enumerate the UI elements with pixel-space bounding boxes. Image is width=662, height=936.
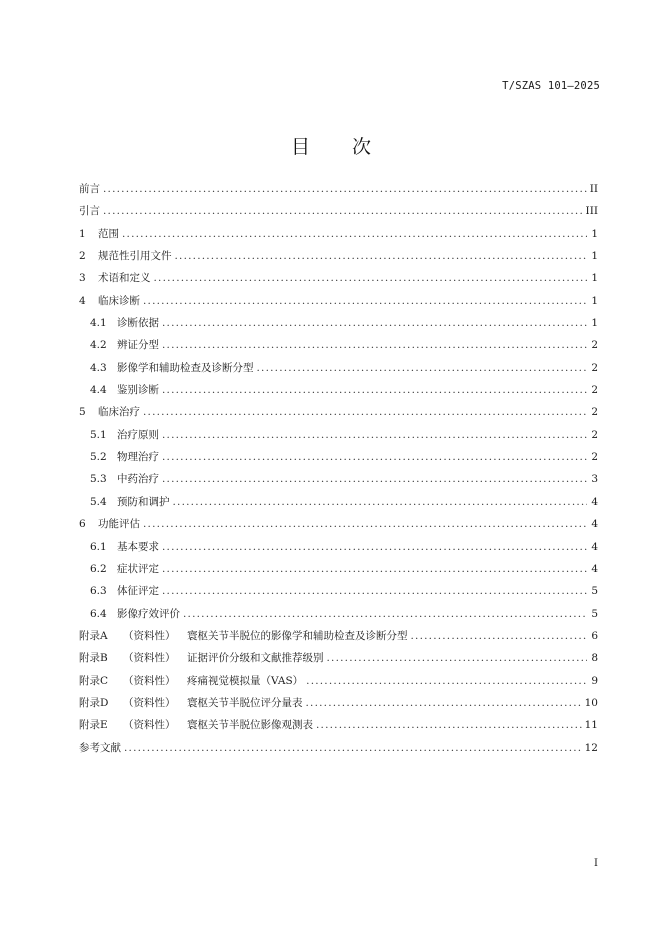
toc-entry-section-2[interactable]: [79, 245, 598, 267]
toc-entry-title: 前言: [79, 183, 100, 195]
toc-entry-section-5-1[interactable]: [79, 424, 598, 446]
toc-dot-leader: [411, 625, 588, 647]
toc-entry-section-6-1[interactable]: [79, 536, 598, 558]
toc-entry-title: 鉴别诊断: [117, 384, 159, 397]
toc-dot-leader: [103, 200, 583, 222]
toc-entry-title: 影像学和辅助检查及诊断分型: [117, 361, 254, 374]
toc-appendix-type: （资料性）: [123, 652, 176, 665]
toc-page-number: 6: [591, 629, 598, 642]
toc-appendix-number: 附录D: [79, 696, 109, 709]
toc-section-number: 4: [79, 294, 86, 307]
toc-entry-title: 寰枢关节半脱位的影像学和辅助检查及诊断分型: [187, 629, 408, 642]
toc-dot-leader: [316, 714, 582, 736]
toc-page-number: 2: [591, 361, 598, 374]
toc-page-number: 2: [591, 339, 598, 352]
toc-dot-leader: [162, 424, 587, 446]
toc-section-number: 2: [79, 250, 86, 263]
toc-entry-section-5-4[interactable]: [79, 491, 598, 513]
toc-page-number: 1: [591, 250, 598, 263]
toc-entry-title: 寰枢关节半脱位影像观测表: [187, 719, 313, 732]
toc-page-number: 10: [584, 696, 598, 709]
toc-entry-title: 范围: [98, 227, 119, 240]
toc-dot-leader: [124, 737, 582, 759]
toc-section-number: 5.1: [90, 428, 107, 441]
toc-page-number: 9: [591, 674, 598, 687]
toc-page-number: 3: [591, 473, 598, 486]
toc-entry-appendix-a[interactable]: [79, 625, 598, 647]
toc-entry-title: 治疗原则: [117, 428, 159, 441]
toc-page-number: 4: [591, 540, 598, 553]
toc-entry-title: 物理治疗: [117, 451, 159, 464]
toc-entry-title: 基本要求: [117, 540, 159, 553]
toc-entry-title: 诊断依据: [117, 317, 159, 330]
toc-page-number: 1: [591, 227, 598, 240]
toc-section-number: 4.4: [90, 384, 107, 397]
toc-appendix-type: （资料性）: [123, 719, 176, 732]
toc-entry-section-6-3[interactable]: [79, 580, 598, 602]
toc-entry-title: 预防和调护: [117, 495, 170, 508]
toc-page-number: 2: [591, 384, 598, 397]
table-of-contents: [79, 178, 598, 759]
toc-entry-section-4[interactable]: [79, 290, 598, 312]
toc-entry-appendix-d[interactable]: [79, 692, 598, 714]
toc-section-number: 5.2: [90, 451, 107, 464]
toc-page-number: 1: [591, 272, 598, 285]
toc-dot-leader: [162, 334, 587, 356]
toc-appendix-type: （资料性）: [123, 674, 176, 687]
toc-dot-leader: [143, 513, 587, 535]
toc-entry-title: 参考文献: [79, 741, 121, 754]
toc-appendix-type: （资料性）: [123, 696, 176, 709]
toc-entry-title: 疼痛视觉模拟量（VAS）: [187, 674, 304, 687]
toc-entry-section-5[interactable]: [79, 401, 598, 423]
toc-dot-leader: [154, 267, 588, 289]
toc-dot-leader: [162, 558, 587, 580]
toc-entry-title: 术语和定义: [98, 272, 151, 285]
toc-dot-leader: [306, 692, 582, 714]
toc-entry-section-4-1[interactable]: [79, 312, 598, 334]
toc-page-number: 2: [591, 406, 598, 419]
toc-entry-title: 临床诊断: [98, 294, 140, 307]
toc-page-number: 2: [591, 451, 598, 464]
toc-section-number: 6: [79, 518, 86, 531]
toc-entry-title: 中药治疗: [117, 473, 159, 486]
toc-entry-preface[interactable]: [79, 178, 598, 200]
toc-entry-section-6-2[interactable]: [79, 558, 598, 580]
toc-entry-section-5-3[interactable]: [79, 468, 598, 490]
toc-dot-leader: [162, 379, 587, 401]
toc-section-number: 6.3: [90, 585, 107, 598]
toc-dot-leader: [306, 670, 587, 692]
toc-entry-title: 体征评定: [117, 585, 159, 598]
toc-dot-leader: [162, 536, 587, 558]
toc-page-number: 12: [584, 741, 598, 754]
toc-page-number: 11: [584, 719, 598, 732]
toc-dot-leader: [122, 223, 587, 245]
toc-page-number: 2: [591, 428, 598, 441]
toc-entry-title: 辨证分型: [117, 339, 159, 352]
toc-dot-leader: [143, 401, 587, 423]
toc-entry-section-1[interactable]: [79, 223, 598, 245]
toc-dot-leader: [175, 245, 588, 267]
toc-entry-title: 寰枢关节半脱位评分量表: [187, 696, 303, 709]
toc-dot-leader: [162, 580, 587, 602]
toc-entry-title: 功能评估: [98, 518, 140, 531]
toc-page-number: 1: [591, 317, 598, 330]
toc-section-number: 3: [79, 272, 86, 285]
document-code: T/SZAS 101—2025: [502, 80, 600, 92]
toc-page-number: II: [589, 183, 598, 195]
toc-entry-section-4-2[interactable]: [79, 334, 598, 356]
toc-dot-leader: [173, 491, 588, 513]
toc-dot-leader: [257, 357, 588, 379]
toc-section-number: 4.1: [90, 317, 107, 330]
toc-dot-leader: [162, 312, 587, 334]
toc-page-number: 5: [591, 585, 598, 598]
toc-section-number: 5: [79, 406, 86, 419]
toc-entry-section-6-4[interactable]: [79, 603, 598, 625]
toc-dot-leader: [103, 178, 587, 200]
toc-entry-section-4-4[interactable]: [79, 379, 598, 401]
toc-appendix-number: 附录A: [79, 629, 108, 642]
page-number: I: [594, 858, 598, 869]
toc-entry-title: 证据评价分级和文献推荐级别: [187, 652, 324, 665]
toc-entry-section-6[interactable]: [79, 513, 598, 535]
toc-entry-references[interactable]: [79, 737, 598, 759]
toc-entry-appendix-e[interactable]: [79, 714, 598, 736]
toc-entry-introduction[interactable]: [79, 200, 598, 222]
toc-page-number: 8: [591, 652, 598, 665]
toc-entry-title: 症状评定: [117, 562, 159, 575]
toc-section-number: 6.1: [90, 540, 107, 553]
toc-appendix-number: 附录C: [79, 674, 109, 687]
toc-dot-leader: [143, 290, 587, 312]
toc-entry-section-5-2[interactable]: [79, 446, 598, 468]
toc-entry-title: 引言: [79, 205, 100, 218]
toc-entry-appendix-c[interactable]: [79, 670, 598, 692]
toc-page-number: 4: [591, 562, 598, 575]
toc-appendix-number: 附录B: [79, 652, 108, 665]
toc-appendix-type: （资料性）: [123, 629, 176, 642]
toc-section-number: 4.3: [90, 361, 107, 374]
toc-dot-leader: [162, 446, 587, 468]
page-title: 目次: [290, 136, 413, 158]
toc-dot-leader: [162, 468, 587, 490]
toc-page-number: III: [585, 205, 598, 218]
toc-entry-title: 规范性引用文件: [98, 250, 172, 263]
toc-dot-leader: [183, 603, 587, 625]
toc-entry-section-4-3[interactable]: [79, 357, 598, 379]
toc-entry-title: 临床治疗: [98, 406, 140, 419]
toc-section-number: 5.3: [90, 473, 107, 486]
toc-page-number: 4: [591, 495, 598, 508]
toc-page-number: 4: [591, 518, 598, 531]
toc-section-number: 6.2: [90, 562, 107, 575]
toc-section-number: 4.2: [90, 339, 107, 352]
toc-page-number: 1: [591, 294, 598, 307]
toc-section-number: 1: [79, 227, 86, 240]
toc-appendix-number: 附录E: [79, 719, 108, 732]
toc-dot-leader: [327, 647, 588, 669]
toc-section-number: 6.4: [90, 607, 107, 620]
toc-entry-section-3[interactable]: [79, 267, 598, 289]
toc-entry-title: 影像疗效评价: [117, 607, 180, 620]
toc-entry-appendix-b[interactable]: [79, 647, 598, 669]
toc-section-number: 5.4: [90, 495, 107, 508]
toc-page-number: 5: [591, 607, 598, 620]
